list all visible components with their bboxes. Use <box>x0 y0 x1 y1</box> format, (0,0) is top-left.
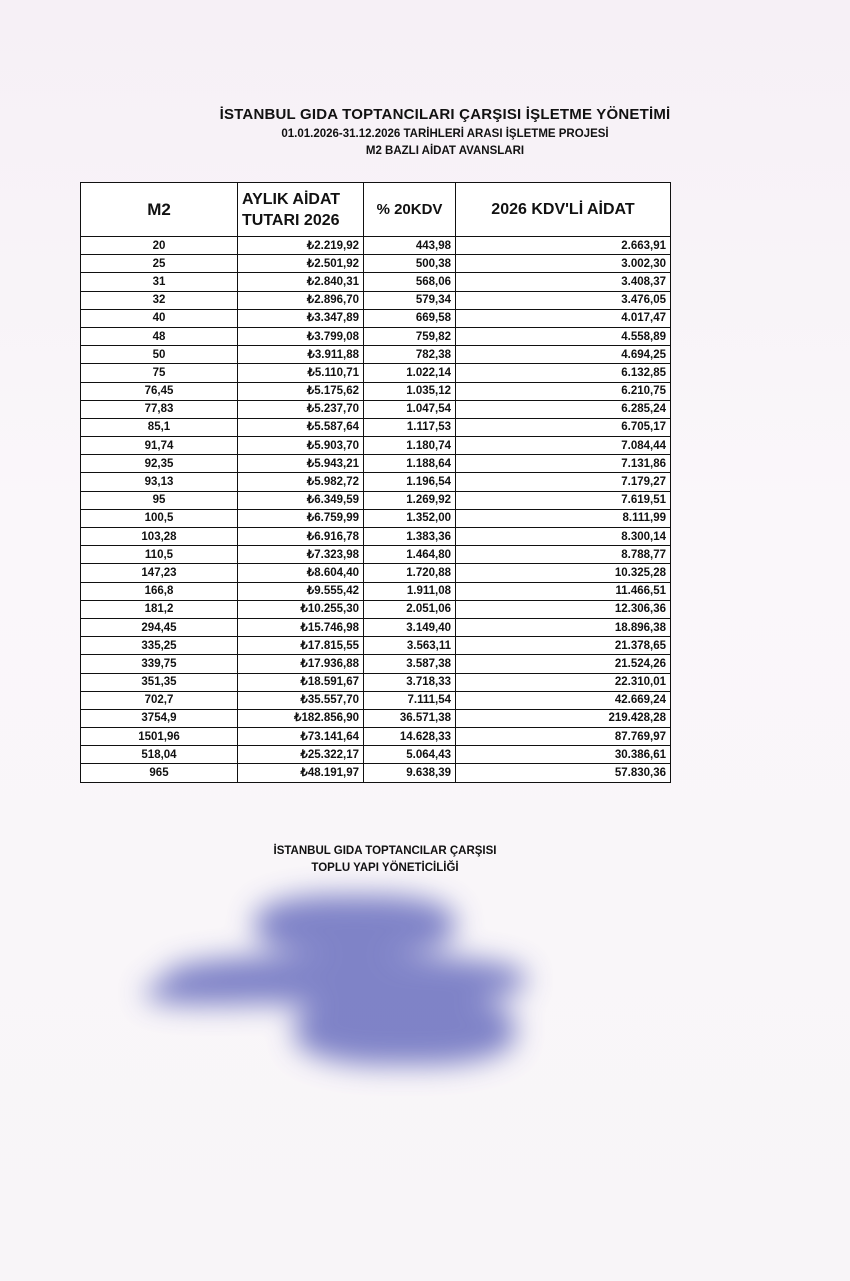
document-header <box>0 106 850 157</box>
table-row <box>81 564 671 582</box>
cell-fee-with-vat: 21.378,65 <box>456 637 671 655</box>
table-row <box>81 728 671 746</box>
cell-monthly-fee: ₺5.587,64 <box>238 418 364 436</box>
cell-vat: 1.352,00 <box>364 509 456 527</box>
table-row <box>81 455 671 473</box>
project-period: 01.01.2026-31.12.2026 TARİHLERİ ARASI İŞLETME PROJESİ <box>281 128 609 140</box>
table-row <box>81 237 671 255</box>
cell-vat: 7.111,54 <box>364 691 456 709</box>
cell-vat: 14.628,33 <box>364 728 456 746</box>
document-footer <box>0 845 850 874</box>
cell-vat: 9.638,39 <box>364 764 456 782</box>
table-row <box>81 382 671 400</box>
table-row <box>81 491 671 509</box>
cell-m2: 20 <box>81 237 238 255</box>
cell-m2: 181,2 <box>81 600 238 618</box>
cell-m2: 166,8 <box>81 582 238 600</box>
cell-fee-with-vat: 4.017,47 <box>456 309 671 327</box>
cell-m2: 518,04 <box>81 746 238 764</box>
cell-vat: 443,98 <box>364 237 456 255</box>
cell-vat: 1.911,08 <box>364 582 456 600</box>
cell-vat: 1.035,12 <box>364 382 456 400</box>
cell-vat: 669,58 <box>364 309 456 327</box>
cell-vat: 1.464,80 <box>364 546 456 564</box>
cell-fee-with-vat: 4.694,25 <box>456 346 671 364</box>
footer-management: TOPLU YAPI YÖNETİCİLİĞİ <box>311 862 459 874</box>
cell-fee-with-vat: 7.131,86 <box>456 455 671 473</box>
cell-fee-with-vat: 8.111,99 <box>456 509 671 527</box>
cell-monthly-fee: ₺5.903,70 <box>238 437 364 455</box>
table-row <box>81 582 671 600</box>
cell-m2: 76,45 <box>81 382 238 400</box>
cell-monthly-fee: ₺2.896,70 <box>238 291 364 309</box>
table-row <box>81 255 671 273</box>
cell-monthly-fee: ₺73.141,64 <box>238 728 364 746</box>
table-row <box>81 655 671 673</box>
cell-monthly-fee: ₺5.943,21 <box>238 455 364 473</box>
cell-m2: 75 <box>81 364 238 382</box>
cell-m2: 103,28 <box>81 528 238 546</box>
cell-monthly-fee: ₺6.916,78 <box>238 528 364 546</box>
cell-m2: 147,23 <box>81 564 238 582</box>
cell-fee-with-vat: 2.663,91 <box>456 237 671 255</box>
cell-monthly-fee: ₺10.255,30 <box>238 600 364 618</box>
cell-monthly-fee: ₺17.815,55 <box>238 637 364 655</box>
footer-organization: İSTANBUL GIDA TOPTANCILAR ÇARŞISI <box>273 845 497 857</box>
cell-monthly-fee: ₺5.110,71 <box>238 364 364 382</box>
cell-monthly-fee: ₺2.219,92 <box>238 237 364 255</box>
cell-m2: 965 <box>81 764 238 782</box>
cell-vat: 2.051,06 <box>364 600 456 618</box>
table-row <box>81 327 671 345</box>
table-row <box>81 637 671 655</box>
cell-fee-with-vat: 8.788,77 <box>456 546 671 564</box>
table-row <box>81 418 671 436</box>
cell-fee-with-vat: 6.705,17 <box>456 418 671 436</box>
cell-monthly-fee: ₺5.237,70 <box>238 400 364 418</box>
table-row <box>81 600 671 618</box>
cell-m2: 351,35 <box>81 673 238 691</box>
cell-fee-with-vat: 8.300,14 <box>456 528 671 546</box>
cell-monthly-fee: ₺182.856,90 <box>238 709 364 727</box>
cell-monthly-fee: ₺48.191,97 <box>238 764 364 782</box>
column-header-monthly-fee: AYLIK AİDAT TUTARI 2026 <box>238 183 364 237</box>
cell-fee-with-vat: 6.210,75 <box>456 382 671 400</box>
cell-vat: 1.188,64 <box>364 455 456 473</box>
cell-m2: 92,35 <box>81 455 238 473</box>
cell-m2: 95 <box>81 491 238 509</box>
cell-m2: 50 <box>81 346 238 364</box>
cell-fee-with-vat: 7.619,51 <box>456 491 671 509</box>
cell-fee-with-vat: 87.769,97 <box>456 728 671 746</box>
cell-vat: 3.587,38 <box>364 655 456 673</box>
cell-fee-with-vat: 22.310,01 <box>456 673 671 691</box>
cell-fee-with-vat: 18.896,38 <box>456 618 671 636</box>
cell-monthly-fee: ₺17.936,88 <box>238 655 364 673</box>
table-row <box>81 509 671 527</box>
cell-fee-with-vat: 3.408,37 <box>456 273 671 291</box>
cell-fee-with-vat: 219.428,28 <box>456 709 671 727</box>
cell-m2: 91,74 <box>81 437 238 455</box>
cell-vat: 3.149,40 <box>364 618 456 636</box>
cell-fee-with-vat: 7.084,44 <box>456 437 671 455</box>
cell-monthly-fee: ₺2.501,92 <box>238 255 364 273</box>
table-row <box>81 528 671 546</box>
table-row <box>81 291 671 309</box>
cell-m2: 48 <box>81 327 238 345</box>
cell-vat: 1.117,53 <box>364 418 456 436</box>
cell-monthly-fee: ₺9.555,42 <box>238 582 364 600</box>
cell-fee-with-vat: 6.132,85 <box>456 364 671 382</box>
cell-monthly-fee: ₺8.604,40 <box>238 564 364 582</box>
cell-monthly-fee: ₺2.840,31 <box>238 273 364 291</box>
cell-m2: 3754,9 <box>81 709 238 727</box>
table-row <box>81 709 671 727</box>
column-header-m2: M2 <box>81 183 238 237</box>
cell-m2: 77,83 <box>81 400 238 418</box>
cell-m2: 93,13 <box>81 473 238 491</box>
column-header-fee-with-vat: 2026 KDV'Lİ AİDAT <box>456 183 671 237</box>
column-header-vat: % 20KDV <box>364 183 456 237</box>
cell-vat: 1.720,88 <box>364 564 456 582</box>
cell-monthly-fee: ₺35.557,70 <box>238 691 364 709</box>
cell-fee-with-vat: 3.476,05 <box>456 291 671 309</box>
cell-vat: 759,82 <box>364 327 456 345</box>
cell-vat: 1.047,54 <box>364 400 456 418</box>
table-row <box>81 746 671 764</box>
cell-fee-with-vat: 4.558,89 <box>456 327 671 345</box>
cell-fee-with-vat: 3.002,30 <box>456 255 671 273</box>
organization-title: İSTANBUL GIDA TOPTANCILARI ÇARŞISI İŞLETME YÖNETİMİ <box>219 106 671 123</box>
cell-m2: 110,5 <box>81 546 238 564</box>
cell-m2: 85,1 <box>81 418 238 436</box>
cell-monthly-fee: ₺15.746,98 <box>238 618 364 636</box>
cell-m2: 100,5 <box>81 509 238 527</box>
cell-vat: 1.269,92 <box>364 491 456 509</box>
cell-vat: 5.064,43 <box>364 746 456 764</box>
cell-fee-with-vat: 6.285,24 <box>456 400 671 418</box>
table-row <box>81 691 671 709</box>
cell-m2: 40 <box>81 309 238 327</box>
cell-vat: 568,06 <box>364 273 456 291</box>
cell-vat: 782,38 <box>364 346 456 364</box>
cell-monthly-fee: ₺5.982,72 <box>238 473 364 491</box>
table-row <box>81 437 671 455</box>
document-subtitle: M2 BAZLI AİDAT AVANSLARI <box>365 145 525 157</box>
cell-vat: 1.022,14 <box>364 364 456 382</box>
cell-m2: 32 <box>81 291 238 309</box>
cell-m2: 1501,96 <box>81 728 238 746</box>
cell-vat: 1.383,36 <box>364 528 456 546</box>
cell-vat: 36.571,38 <box>364 709 456 727</box>
cell-vat: 579,34 <box>364 291 456 309</box>
table-row <box>81 273 671 291</box>
cell-monthly-fee: ₺25.322,17 <box>238 746 364 764</box>
cell-fee-with-vat: 30.386,61 <box>456 746 671 764</box>
cell-vat: 3.718,33 <box>364 673 456 691</box>
cell-vat: 3.563,11 <box>364 637 456 655</box>
cell-monthly-fee: ₺6.759,99 <box>238 509 364 527</box>
table-row <box>81 618 671 636</box>
cell-vat: 1.180,74 <box>364 437 456 455</box>
table-row <box>81 400 671 418</box>
cell-fee-with-vat: 57.830,36 <box>456 764 671 782</box>
cell-m2: 294,45 <box>81 618 238 636</box>
fee-table <box>80 182 671 783</box>
cell-monthly-fee: ₺5.175,62 <box>238 382 364 400</box>
cell-fee-with-vat: 10.325,28 <box>456 564 671 582</box>
table-row <box>81 673 671 691</box>
table-row <box>81 346 671 364</box>
cell-fee-with-vat: 12.306,36 <box>456 600 671 618</box>
cell-vat: 1.196,54 <box>364 473 456 491</box>
cell-m2: 702,7 <box>81 691 238 709</box>
cell-monthly-fee: ₺18.591,67 <box>238 673 364 691</box>
cell-m2: 335,25 <box>81 637 238 655</box>
cell-monthly-fee: ₺7.323,98 <box>238 546 364 564</box>
cell-m2: 339,75 <box>81 655 238 673</box>
cell-m2: 25 <box>81 255 238 273</box>
cell-fee-with-vat: 42.669,24 <box>456 691 671 709</box>
cell-m2: 31 <box>81 273 238 291</box>
table-row <box>81 473 671 491</box>
cell-monthly-fee: ₺3.347,89 <box>238 309 364 327</box>
cell-monthly-fee: ₺6.349,59 <box>238 491 364 509</box>
blurred-signature-stamp <box>145 885 545 1095</box>
table-header-row <box>81 183 671 237</box>
table-row <box>81 546 671 564</box>
table-row <box>81 364 671 382</box>
cell-monthly-fee: ₺3.911,88 <box>238 346 364 364</box>
cell-fee-with-vat: 11.466,51 <box>456 582 671 600</box>
cell-fee-with-vat: 21.524,26 <box>456 655 671 673</box>
cell-vat: 500,38 <box>364 255 456 273</box>
cell-fee-with-vat: 7.179,27 <box>456 473 671 491</box>
table-row <box>81 764 671 782</box>
cell-monthly-fee: ₺3.799,08 <box>238 327 364 345</box>
table-row <box>81 309 671 327</box>
